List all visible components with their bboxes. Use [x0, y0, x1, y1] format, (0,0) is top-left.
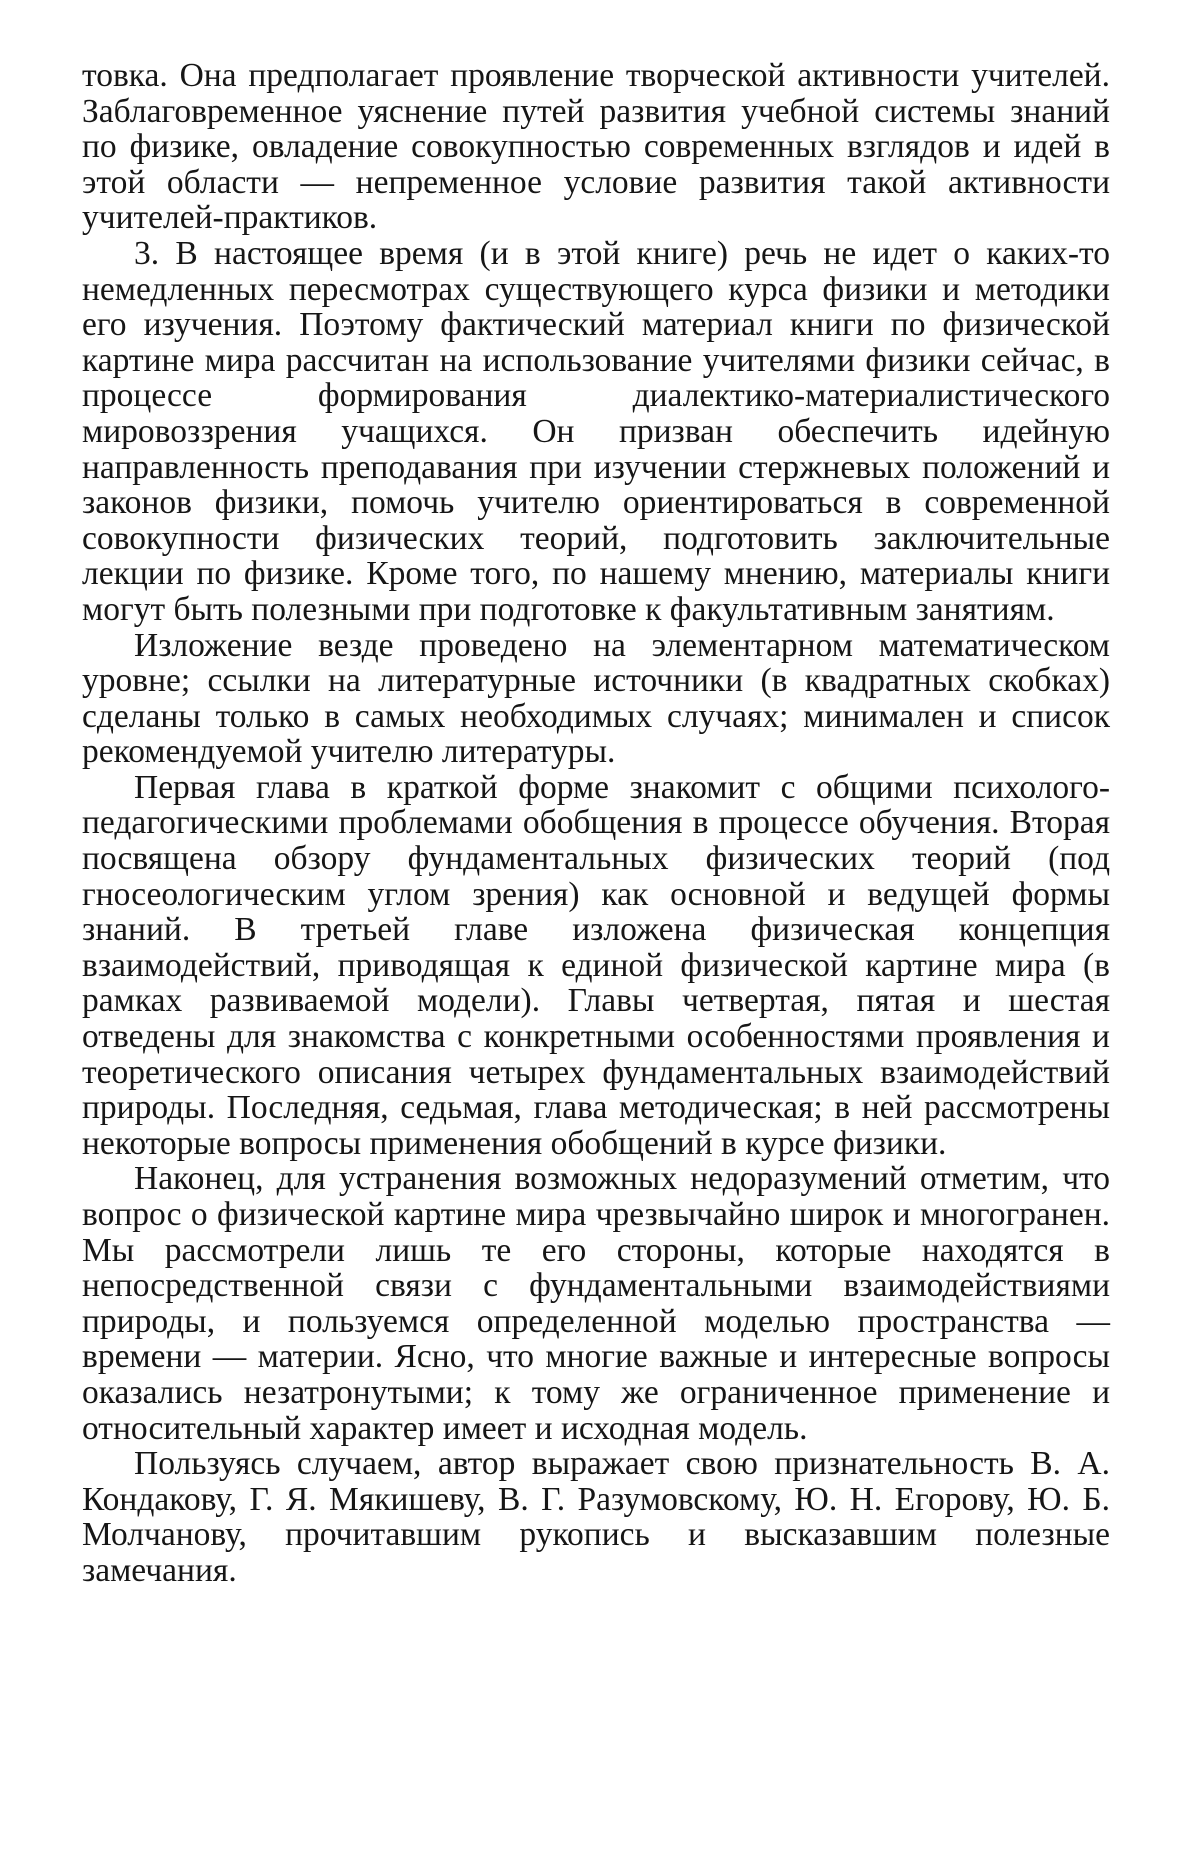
paragraph-presentation-level: Изложение везде проведено на элементарном математическом уровне; ссылки на литературные источники (в квадратных скобках) сделаны только в самых необходимых случаях; минимален и список рекомендуемой учителю литературы.	[82, 626, 1110, 771]
paragraph-acknowledgements: Пользуясь случаем, автор выражает свою признательность В. А. Кондакову, Г. Я. Мякишеву, В. Г. Разумовскому, Ю. Н. Егорову, Ю. Б. Молчанову, прочитавшим рукопись и высказавшим полезные замечания.	[82, 1445, 1110, 1589]
paragraph-chapters-overview: Первая глава в краткой форме знакомит с общими психолого-педагогическими проблемами обобщения в процессе обучения. Вторая посвящена обзору фундаментальных физических теорий (под гносеологическим углом зрения) как основной и ведущей формы знаний. В третьей главе изложена физическая концепция взаимодействий, приводящая к единой физической картине мира (в рамках развиваемой модели). Главы четвертая, пятая и шестая отведены для знакомства с конкретными особенностями проявления и теоретического описания четырех фундаментальных взаимодействий природы. Последняя, седьмая, глава методическая; в ней рассмотрены некоторые вопросы применения обобщений в курсе физики.	[82, 768, 1110, 1162]
paragraph-point-3: 3. В настоящее время (и в этой книге) речь не идет о каких-то немедленных пересмотрах существующего курса физики и методики его изучения. Поэтому фактический материал книги по физической картине мира рассчитан на использование учителями физики сейчас, в процессе формирования диалектико-материалистического мировоззрения учащихся. Он призван обеспечить идейную направленность преподавания при изучении стержневых положений и законов физики, помочь учителю ориентироваться в современной совокупности физических теорий, подготовить заключительные лекции по физике. Кроме того, по нашему мнению, материалы книги могут быть полезными при подготовке к факультативным занятиям.	[82, 234, 1110, 628]
paragraph-continuation: товка. Она предполагает проявление творческой активности учителей. Заблаговременное уяснение путей развития учебной системы знаний по физике, овладение совокупностью современных взглядов и идей в этой области — непременное условие развития такой активности учителей-практиков.	[82, 57, 1110, 237]
page-body	[82, 58, 1110, 1589]
paragraph-scope-note: Наконец, для устранения возможных недоразумений отметим, что вопрос о физической картине мира чрезвычайно широк и многогранен. Мы рассмотрели лишь те его стороны, которые находятся в непосредственной связи с фундаментальными взаимодействиями природы, и пользуемся определенной моделью пространства — времени — материи. Ясно, что многие важные и интересные вопросы оказались незатронутыми; к тому же ограниченное применение и относительный характер имеет и исходная модель.	[82, 1160, 1110, 1447]
